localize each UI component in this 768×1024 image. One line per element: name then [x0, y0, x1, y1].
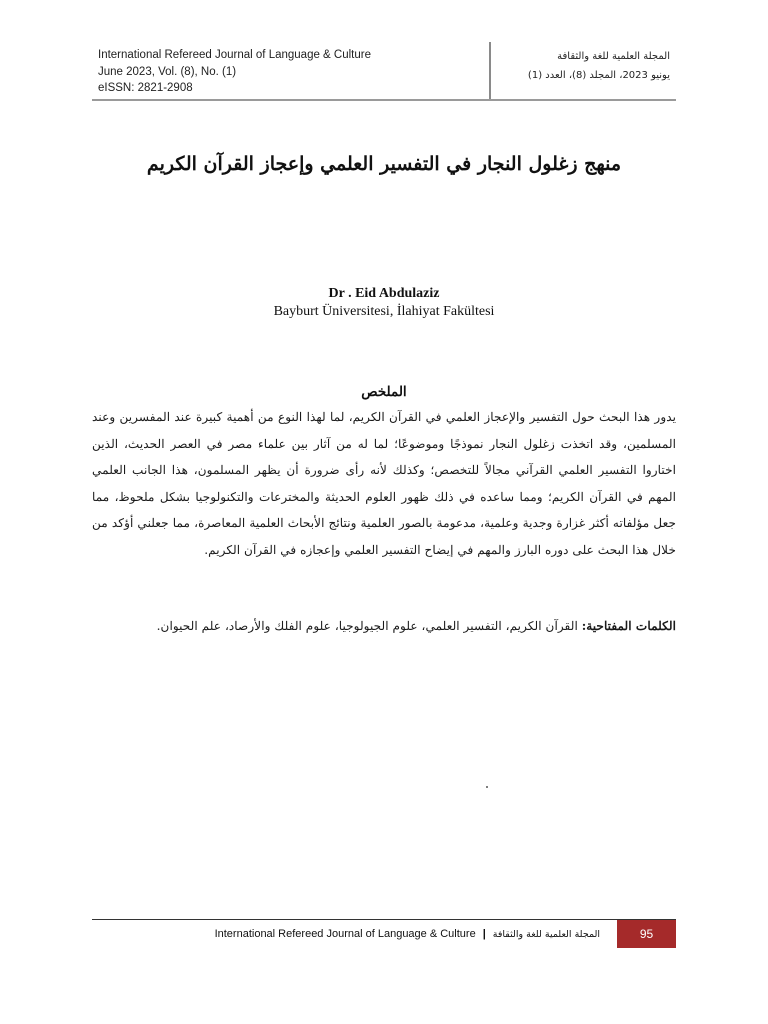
- footer-journal-en: International Refereed Journal of Language & Culture: [214, 928, 476, 940]
- journal-name-en: International Refereed Journal of Language & Culture: [98, 49, 371, 61]
- journal-name-ar: المجلة العلمية للغة والثقافة: [557, 51, 670, 62]
- abstract-heading: الملخص: [361, 384, 407, 400]
- page-number: 95: [639, 927, 654, 941]
- page-number-badge: [617, 920, 676, 948]
- footer-journal: [215, 925, 600, 943]
- abstract-body: يدور هذا البحث حول التفسير والإعجاز العلمي في القرآن الكريم، لما لهذا النوع من أهمية كبيرة عند المفسرين وعند المسلمين، وقد اتخذت زغلول النجار نموذجًا وموضوعًا؛ لما له من آثار بين علماء مصر في العصر الحديث، الذين اختاروا التفسير العلمي القرآني مجالاً للتخصص؛ وكذلك لأنه رأى ضرورة أن يظهر المسلمون، هذا الجانب العلمي المهم في القرآن الكريم؛ ومما ساعده في ذلك ظهور العلوم الحديثة والمخترعات والتكنولوجيا بشكل ملحوظ، مما جعل مؤلفاته أكثر غزارة وجدية وعلمية، مدعومة بالصور العلمية ونتائج الأبحاث العلمية المعاصرة، مما جعلني أؤكد من خلال هذا البحث على دوره البارز والمهم في إيضاح التفسير العلمي وإعجازه في القرآن الكريم.: [92, 410, 676, 557]
- issue-info-en: June 2023, Vol. (8), No. (1): [98, 65, 237, 78]
- footer-separator: |: [482, 928, 486, 940]
- header-rule: [92, 99, 676, 101]
- issue-info-ar: يونيو 2023، المجلد (8)، العدد (1): [527, 70, 670, 81]
- author-name: Dr . Eid Abdulaziz: [328, 286, 440, 301]
- journal-header-arabic: [528, 47, 670, 85]
- footer-journal-ar: المجلة العلمية للغة والثقافة: [492, 928, 600, 940]
- author-affiliation: Bayburt Üniversitesi, İlahiyat Fakültesi: [273, 304, 495, 319]
- article-title: منهج زغلول النجار في التفسير العلمي وإعجاز القرآن الكريم: [146, 153, 622, 175]
- footer-rule: [92, 919, 676, 920]
- journal-header-english: [98, 47, 371, 97]
- keywords: [92, 614, 676, 638]
- header-divider: [489, 42, 491, 100]
- keywords-label: الكلمات المفتاحية:: [581, 619, 676, 633]
- stray-dot: [486, 786, 488, 788]
- eissn: eISSN: 2821-2908: [98, 82, 193, 94]
- keywords-text: القرآن الكريم، التفسير العلمي، علوم الجيولوجيا، علوم الفلك والأرصاد، علم الحيوان.: [156, 619, 578, 633]
